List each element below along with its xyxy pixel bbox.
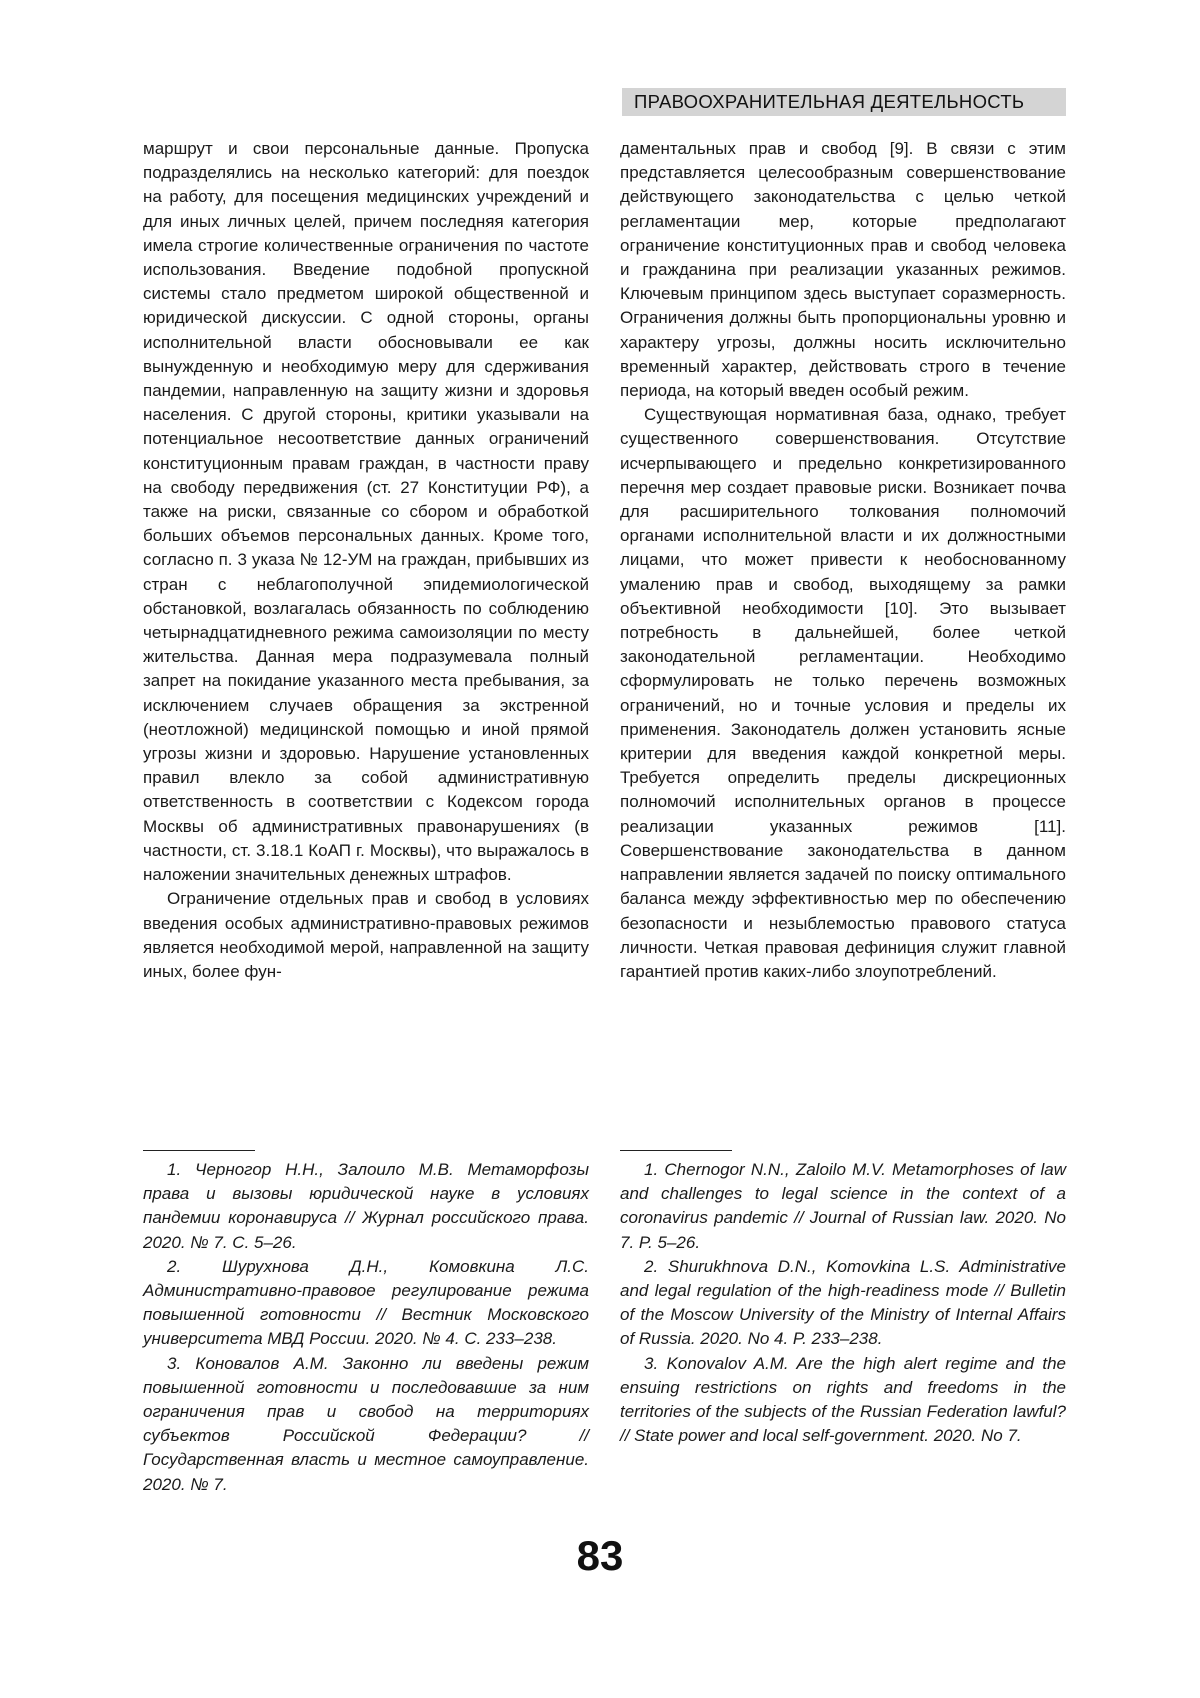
page-number: 83: [576, 1532, 624, 1579]
footnote: 3. Konovalov A.M. Are the high alert regime and the ensuing restrictions on rights and freedoms in the territories of the subjects of the Russian Federation lawful? // State power and local self-government. 2020. No 7.: [620, 1353, 1066, 1446]
footnote: 3. Коновалов А.М. Законно ли введены режим повышенной готовности и последовавшие за ним ограничения прав и свобод на территориях субъектов Российской Федерации? // Государственная власть и местное самоуправление. 2020. № 7.: [143, 1353, 589, 1494]
body-paragraph: маршрут и свои персональные данные. Пропуска подразделялись на несколько категорий: для поездок на работу, для посещения медицинских учреждений и для иных личных целей, причем последняя категория имела строгие количественные ограничения по частоте использования. Введение подобной пропускной системы стало предметом широкой общественной и юридической дискуссии. С одной стороны, органы исполнительной власти обосновывали ее как вынужденную и необходимую меру для сдерживания пандемии, направленную на защиту жизни и здоровья населения. С другой стороны, критики указывали на потенциальное несоответствие данных ограничений конституционным правам граждан, в частности праву на свободу передвижения (ст. 27 Конституции РФ), а также на риски, связанные со сбором и обработкой больших объемов персональных данных. Кроме того, согласно п. 3 указа № 12-УМ на граждан, прибывших из стран с неблагополучной эпидемиологической обстановкой, возлагалась обязанность по соблюдению четырнадцатидневного режима самоизоляции по месту жительства. Данная мера подразумевала полный запрет на покидание указанного места пребывания, за исключением случаев обращения за экстренной (неотложной) медицинской помощью и иной прямой угрозы жизни и здоровью. Нарушение установленных правил влекло за собой административную ответственность в соответствии с Кодексом города Москвы об административных правонарушениях (в частности, ст. 3.18.1 КоАП г. Москвы), что выражалось в наложении значительных денежных штрафов.: [143, 139, 589, 885]
footnote: 1. Chernogor N.N., Zaloilo M.V. Metamorphoses of law and challenges to legal science in the context of a coronavirus pandemic // Journal of Russian law. 2020. No 7. P. 5–26.: [620, 1160, 1066, 1252]
footnote: 1. Черногор Н.Н., Залоило М.В. Метаморфозы права и вызовы юридической науке в условиях пандемии коронавируса // Журнал российского права. 2020. № 7. С. 5–26.: [143, 1160, 589, 1252]
right-column: [620, 137, 1066, 984]
footnote: 2. Шурухнова Д.Н., Комовкина Л.С. Административно-правовое регулирование режима повышенной готовности // Вестник Московского университета МВД России. 2020. № 4. С. 233–238.: [143, 1256, 589, 1349]
footnote-divider: [143, 1150, 255, 1151]
footnote-divider: [620, 1150, 732, 1151]
body-paragraph: Существующая нормативная база, однако, требует существенного совершенствования. Отсутствие исчерпывающего и предельно конкретизированного перечня мер создает правовые риски. Возникает почва для расширительного толкования полномочий органами исполнительной власти и их должностными лицами, что может привести к необоснованному умалению прав и свобод, выходящему за рамки объективной необходимости [10]. Это вызывает потребность в дальнейшей, более четкой законодательной регламентации. Необходимо сформулировать не только перечень возможных ограничений, но и точные условия и пределы их применения. Законодатель должен установить ясные критерии для введения каждой конкретной меры. Требуется определить пределы дискреционных полномочий исполнительных органов в процессе реализации указанных режимов [11]. Совершенствование законодательства в данном направлении является задачей по поиску оптимального баланса между эффективностью мер по обеспечению безопасности и незыблемостью правового статуса личности. Четкая правовая дефиниция служит главной гарантией против каких-либо злоупотреблений.: [620, 405, 1066, 981]
section-title: ПРАВООХРАНИТЕЛЬНАЯ ДЕЯТЕЛЬНОСТЬ: [634, 91, 1025, 112]
left-column: [143, 137, 589, 984]
body-paragraph: Ограничение отдельных прав и свобод в условиях введения особых административно-правовых режимов является необходимой мерой, направленной на защиту иных, более фун-: [143, 889, 589, 981]
section-header: [622, 88, 1066, 116]
footnotes-russian: [143, 1158, 589, 1497]
footnotes-english: [620, 1158, 1066, 1448]
footnote: 2. Shurukhnova D.N., Komovkina L.S. Administrative and legal regulation of the high-readiness mode // Bulletin of the Moscow University of the Ministry of Internal Affairs of Russia. 2020. No 4. P. 233–238.: [620, 1256, 1066, 1349]
body-paragraph: даментальных прав и свобод [9]. В связи с этим представляется целесообразным совершенствование действующего законодательства с целью четкой регламентации мер, которые предполагают ограничение конституционных прав и свобод человека и гражданина при реализации указанных режимов. Ключевым принципом здесь выступает соразмерность. Ограничения должны быть пропорциональны уровню и характеру угрозы, должны носить исключительно временный характер, действовать строго в течение периода, на который введен особый режим.: [620, 139, 1066, 401]
